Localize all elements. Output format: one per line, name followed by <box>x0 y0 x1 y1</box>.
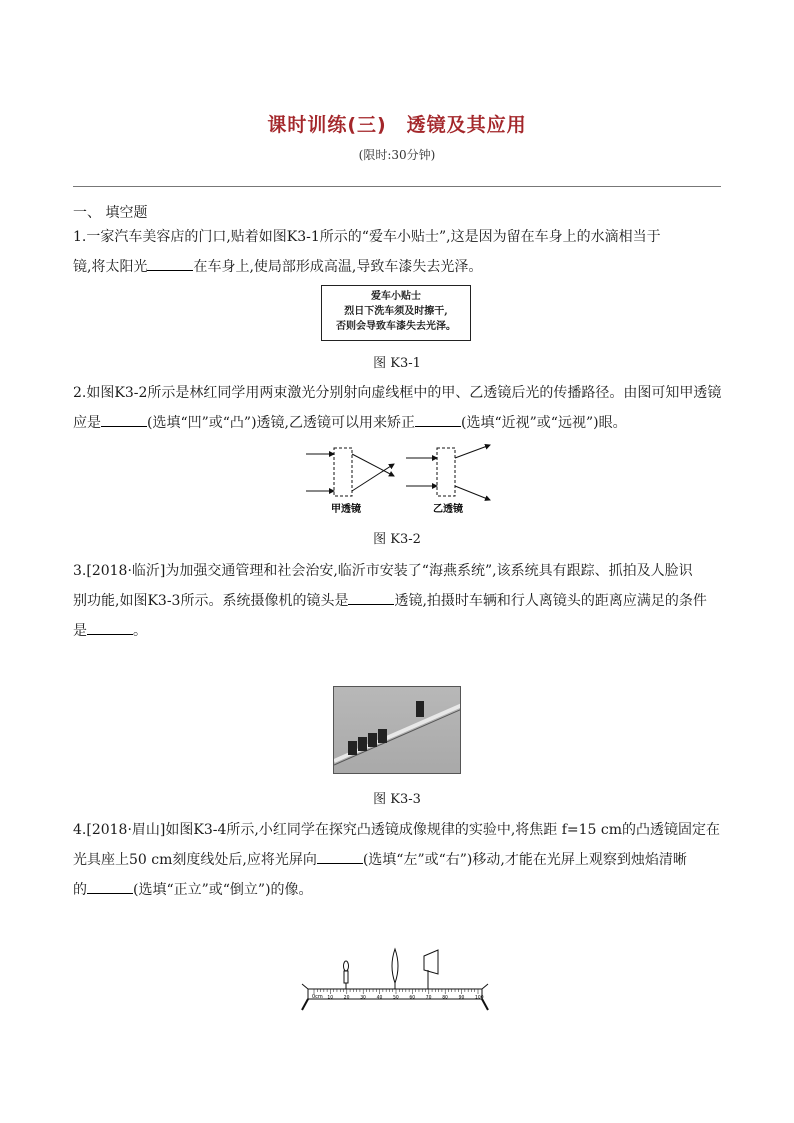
q1-text-b: 在车身上,使局部形成高温,导致车漆失去光泽。 <box>193 259 483 275</box>
q1-line1: 1.一家汽车美容店的门口,贴着如图K3-1所示的“爱车小贴士”,这是因为留在车身上的水滴相当于 <box>73 229 661 245</box>
bench-tick-label: 90 <box>458 995 465 1001</box>
time-limit: (限时:30分钟) <box>358 148 436 162</box>
q4-text-a: 光具座上50 cm刻度线处后,应将光屏向 <box>73 852 317 868</box>
q2-text-c: (选填“近视”或“远视”)眼。 <box>461 415 627 431</box>
bench-tick-label: 70 <box>425 995 432 1001</box>
bench-unit: 0cm <box>312 994 323 1000</box>
q4-blank-2[interactable] <box>87 879 133 894</box>
bench-tick-label: 40 <box>376 995 383 1001</box>
divider <box>73 186 721 187</box>
q2-blank-1[interactable] <box>101 412 147 427</box>
bench-tick-label: 80 <box>442 995 448 1001</box>
bench-tick-label: 50 <box>393 995 399 1001</box>
q2-blank-2[interactable] <box>415 412 461 427</box>
q3-blank-2[interactable] <box>87 620 133 635</box>
q3-line2 <box>73 586 725 616</box>
light-screen <box>424 950 438 974</box>
q3-text-d: 。 <box>133 623 147 639</box>
candle <box>344 971 348 983</box>
q2-text-b: (选填“凹”或“凸”)透镜,乙透镜可以用来矫正 <box>147 415 416 431</box>
bench-tick-label: 100 <box>475 995 484 1001</box>
section-heading: 一、 填空题 <box>73 205 148 221</box>
lens-b-box <box>437 448 455 496</box>
lens-a-box <box>334 448 352 496</box>
q4-line2 <box>73 845 725 875</box>
question-4 <box>73 815 725 905</box>
q4-text-d: (选填“正立”或“倒立”)的像。 <box>133 882 313 898</box>
figure-caption-k3-3: 图 K3-3 <box>373 792 421 807</box>
bench-tick-label: 20 <box>343 995 350 1001</box>
bench-tick-label: 30 <box>360 995 366 1001</box>
bench-leg-left <box>302 999 308 1010</box>
lens-b-label: 乙透镜 <box>433 504 463 515</box>
ray-a-out-2 <box>352 464 394 491</box>
camera-5 <box>378 729 387 743</box>
q1-blank[interactable] <box>147 256 193 271</box>
camera-1 <box>416 701 424 717</box>
page-title: 课时训练(三) 透镜及其应用 <box>267 114 527 136</box>
bench-end-right <box>482 984 488 989</box>
q4-blank-1[interactable] <box>317 849 363 864</box>
question-1 <box>73 222 725 282</box>
question-2 <box>73 378 725 438</box>
candle-flame <box>344 961 349 971</box>
q2-text-a: 应是 <box>73 415 101 431</box>
q3-text-a: 别功能,如图K3-3所示。系统摄像机的镜头是 <box>73 593 349 609</box>
q3-line3 <box>73 616 725 646</box>
question-3 <box>73 556 725 646</box>
notice-line-3: 否则会导致车漆失去光泽。 <box>336 321 456 332</box>
pole-shadow <box>334 709 461 765</box>
q1-text-a: 镜,将太阳光 <box>73 259 148 275</box>
convex-lens <box>392 949 398 983</box>
q1-line2 <box>73 252 725 282</box>
notice-line-2: 烈日下洗车须及时擦干, <box>344 306 448 317</box>
optical-bench <box>300 944 490 1014</box>
lens-diagram <box>300 440 500 520</box>
q4-line1: 4.[2018·眉山]如图K3-4所示,小红同学在探究凸透镜成像规律的实验中,将焦距 f=15 cm的凸透镜固定在 <box>73 822 721 838</box>
notice-line-1: 爱车小贴士 <box>371 291 421 302</box>
car-care-notice <box>321 285 471 341</box>
lens-a-label: 甲透镜 <box>331 504 361 515</box>
camera-photo-drawing <box>334 687 461 774</box>
ray-b-out-2 <box>455 486 490 500</box>
figure-caption-k3-1: 图 K3-1 <box>373 356 421 371</box>
q2-line2 <box>73 408 725 438</box>
camera-4 <box>368 733 377 747</box>
q4-text-c: 的 <box>73 882 87 898</box>
ray-b-out-1 <box>455 445 490 458</box>
q3-line1: 3.[2018·临沂]为加强交通管理和社会治安,临沂市安装了“海燕系统”,该系统具有跟踪、抓拍及人脸识 <box>73 563 693 579</box>
q4-line3 <box>73 875 725 905</box>
q3-blank-1[interactable] <box>348 590 394 605</box>
bench-end-left <box>302 984 308 989</box>
camera-photo <box>333 686 461 774</box>
q2-line1: 2.如图K3-2所示是林红同学用两束激光分别射向虚线框中的甲、乙透镜后光的传播路径。由图可知甲透镜 <box>73 385 722 401</box>
figure-caption-k3-2: 图 K3-2 <box>373 532 421 547</box>
bench-tick-label: 60 <box>409 995 416 1001</box>
bench-tick-label: 10 <box>327 995 334 1001</box>
ray-a-out-1 <box>352 454 394 476</box>
q4-text-b: (选填“左”或“右”)移动,才能在光屏上观察到烛焰清晰 <box>362 852 687 868</box>
bench-leg-right <box>482 999 488 1010</box>
camera-3 <box>358 737 367 751</box>
camera-2 <box>348 741 357 755</box>
q3-text-b: 透镜,拍摄时车辆和行人离镜头的距离应满足的条件 <box>394 593 707 609</box>
q3-text-c: 是 <box>73 623 87 639</box>
